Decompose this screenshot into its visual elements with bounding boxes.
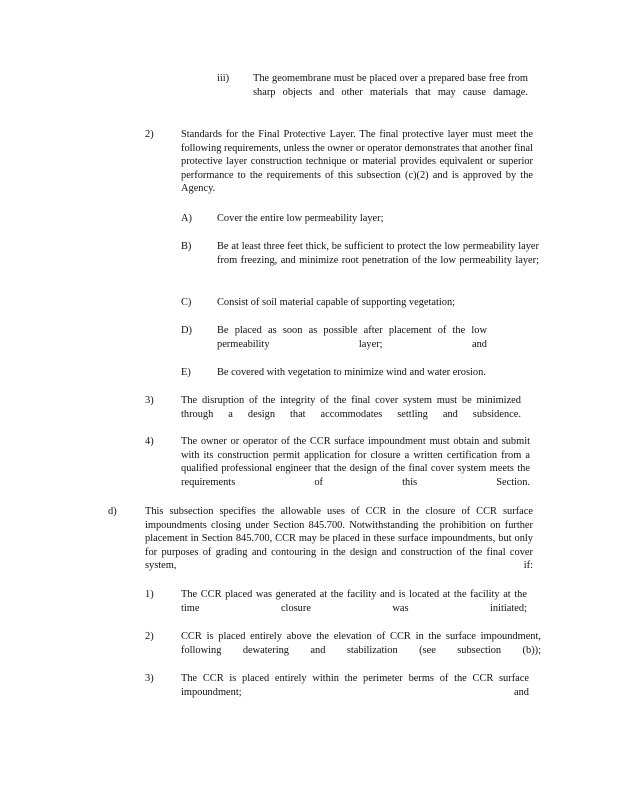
item-label: iii) [217,73,230,84]
item-label: 3) [145,395,154,406]
item-label: 2) [145,129,154,140]
item-label: d) [108,506,117,517]
item-label: C) [181,297,192,308]
item-label: A) [181,213,192,224]
item-label: D) [181,325,192,336]
item-label: 2) [145,631,154,642]
item-text: The disruption of the integrity of the final cover system must be minimized through a design that accommodates settling and subsidence. [181,395,521,420]
item-label: 4) [145,436,154,447]
item-text: Be placed as soon as possible after placement of the low permeability layer; and [217,325,487,350]
item-text: The CCR is placed entirely within the perimeter berms of the CCR surface impoundment; and [181,673,529,698]
item-text: Cover the entire low permeability layer; [217,213,384,224]
item-text: Consist of soil material capable of supporting vegetation; [217,297,456,308]
item-text: Be covered with vegetation to minimize wind and water erosion. [217,367,486,378]
item-text: The CCR placed was generated at the facility and is located at the facility at the time closure was initiated; [181,589,527,614]
item-text: The geomembrane must be placed over a prepared base free from sharp objects and other materials that may cause damage. [253,73,528,98]
item-text: Standards for the Final Protective Layer. The final protective layer must meet the following requirements, unless the owner or operator demonstrates that another final protective layer construction technique or material provides equivalent or superior performance to the requirements of this subsection (c)(2) and is approved by the Agency. [181,129,533,195]
item-label: E) [181,367,191,378]
item-text: This subsection specifies the allowable uses of CCR in the closure of CCR surface impoundments closing under Section 845.700. Notwithstanding the prohibition on further placement in Section 845.700, CCR may be placed in these surface impoundments, but only for purposes of grading and contouring in the design and construction of the final cover system, if: [145,506,533,572]
item-text: The owner or operator of the CCR surface impoundment must obtain and submit with its construction permit application for closure a written certification from a qualified professional engineer that the design of the final cover system meets the requirements of this Section. [181,436,530,488]
item-label: 1) [145,589,154,600]
item-label: 3) [145,673,154,684]
item-text: CCR is placed entirely above the elevation of CCR in the surface impoundment, following dewatering and stabilization (see subsection (b)); [181,631,541,656]
item-text: Be at least three feet thick, be sufficient to protect the low permeability layer from freezing, and minimize root penetration of the low permeability layer; [217,241,539,266]
item-label: B) [181,241,192,252]
